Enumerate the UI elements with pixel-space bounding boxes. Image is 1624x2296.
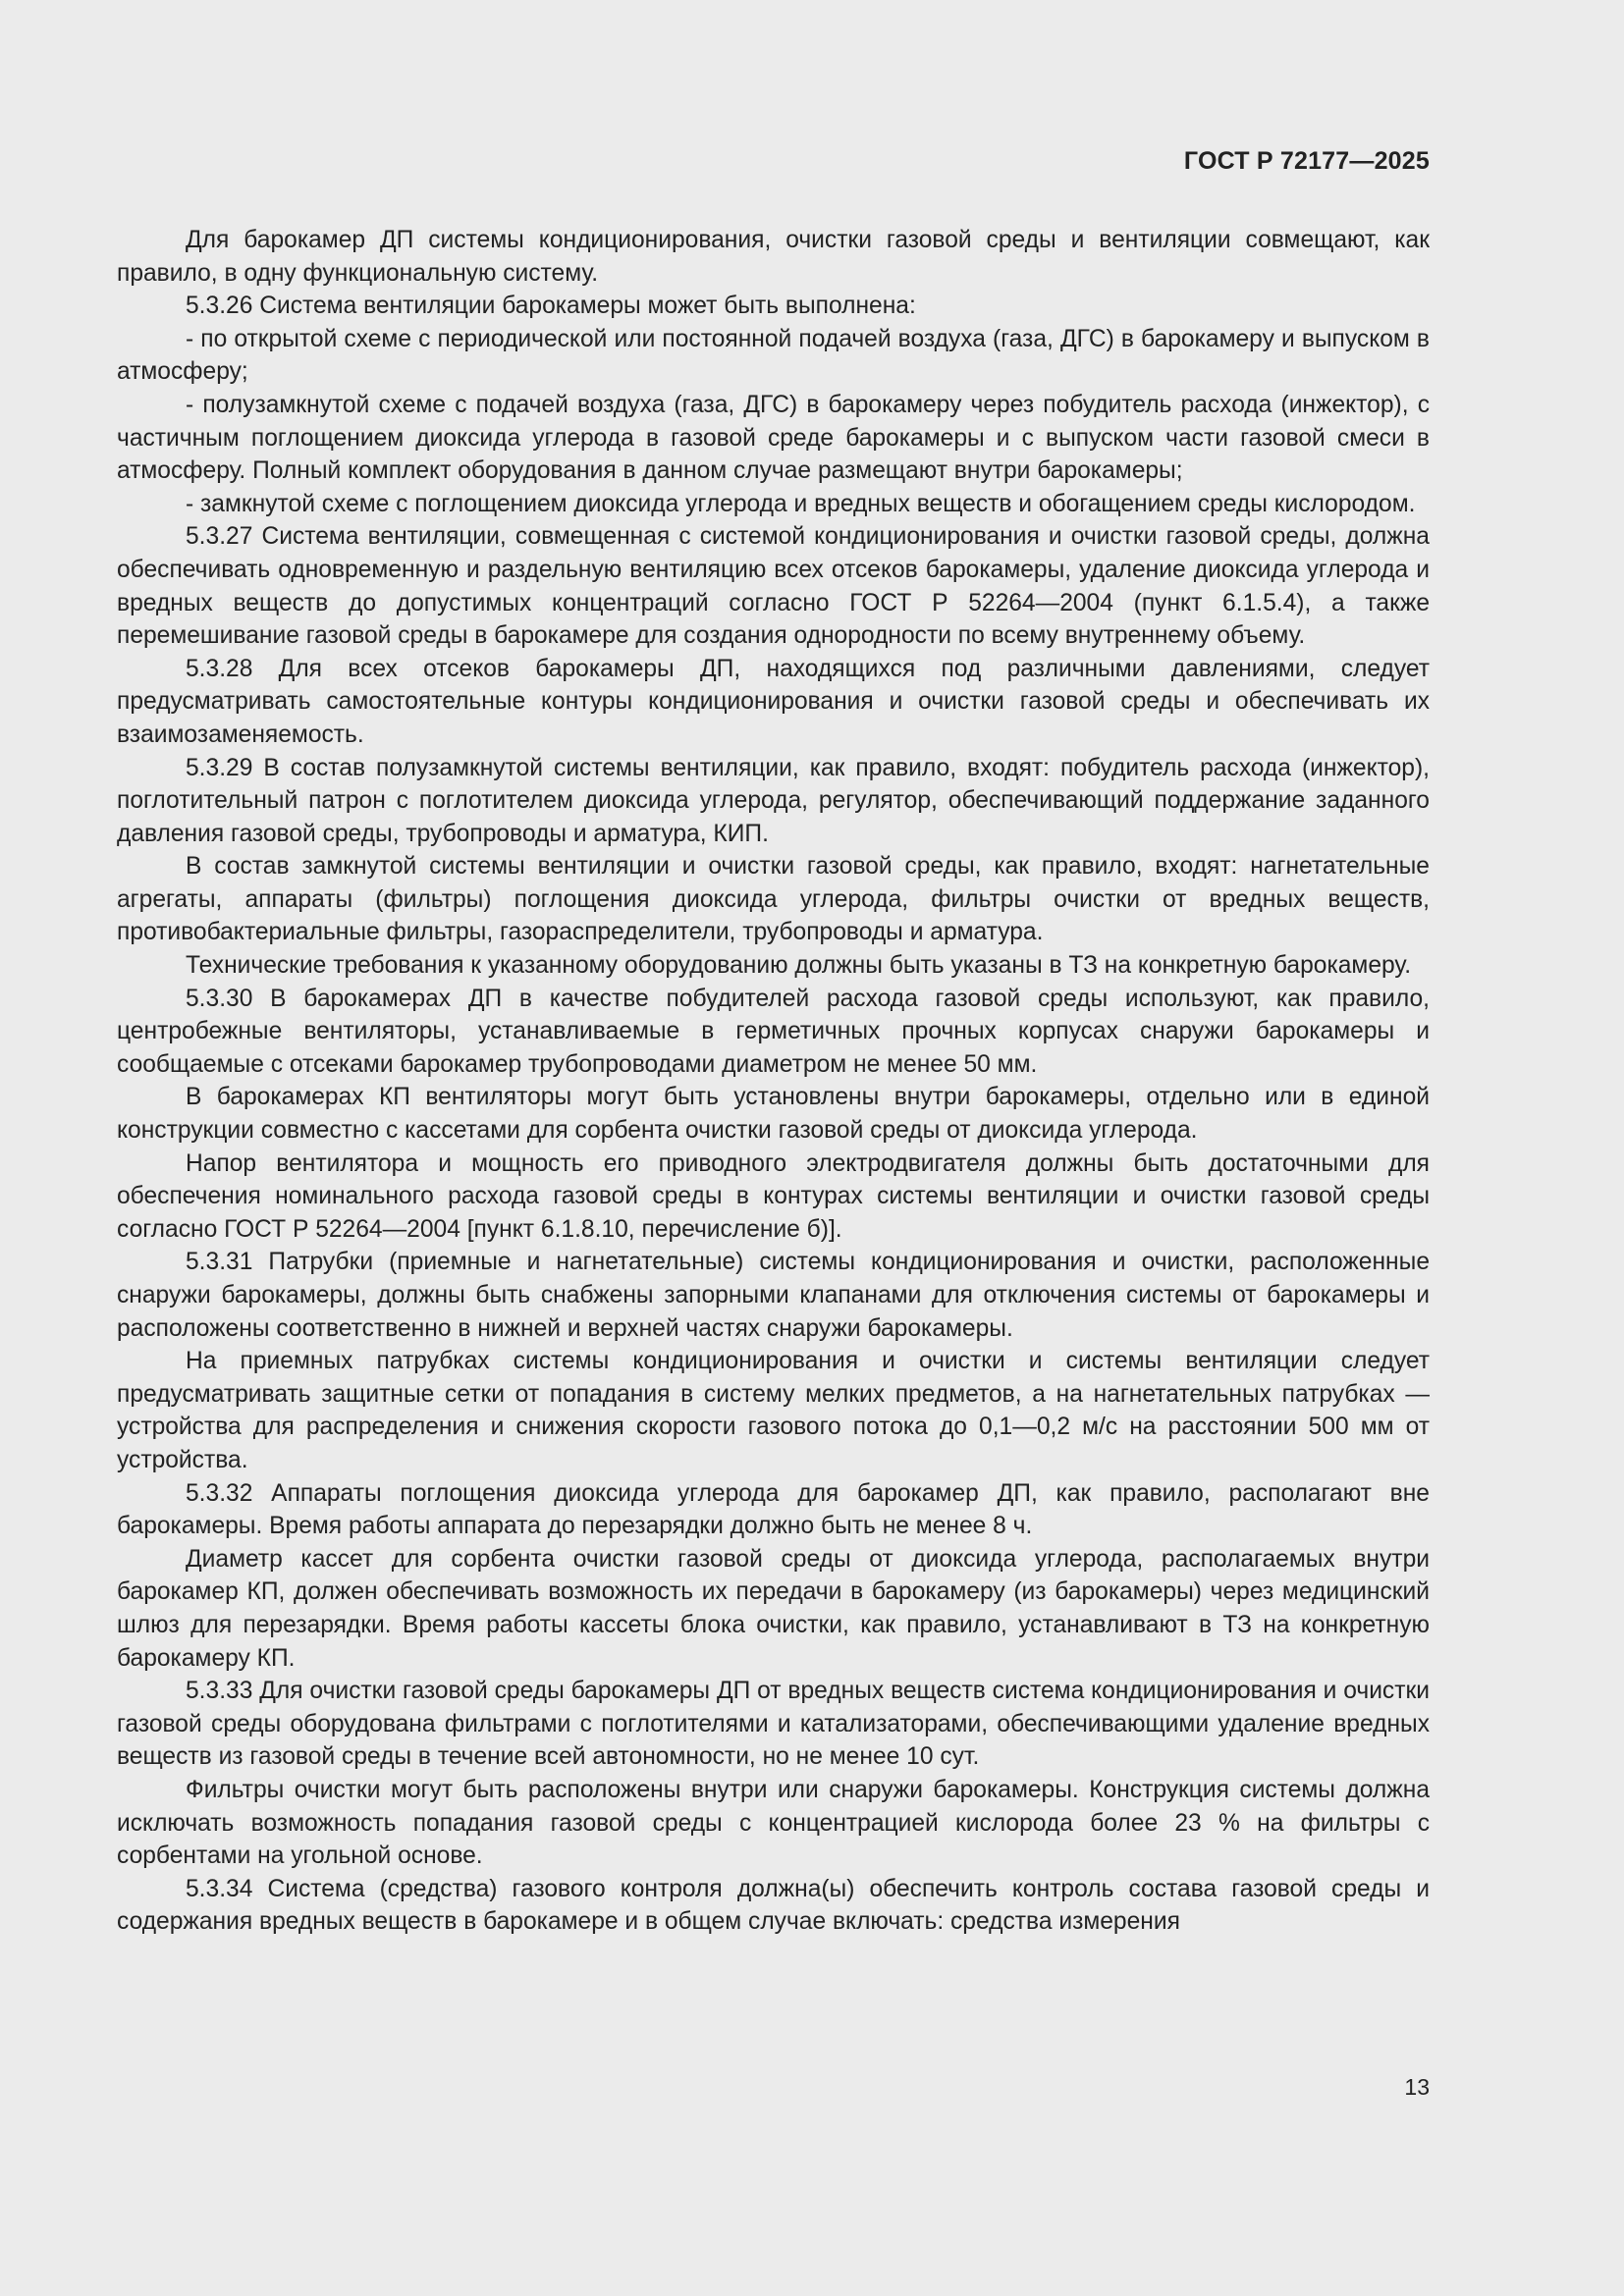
paragraph: Технические требования к указанному оборудованию должны быть указаны в ТЗ на конкретную барокамеру. (186, 952, 1412, 980)
paragraph: 5.3.27 Система вентиляции, совмещенная с системой кондиционирования и очистки газовой среды, должна обеспечивать одновременную и раздельную вентиляцию всех отсеков барокамеры, удаление диоксида углерода и вредных веществ до допустимых концентраций согласно ГОСТ Р 52264—2004 (пункт 6.1.5.4), а также перемешивание газовой среды в барокамере для создания однородности по всему внутреннему объему. (117, 523, 1430, 650)
paragraph: 5.3.29 В состав полузамкнутой системы вентиляции, как правило, входят: побудитель расхода (инжектор), поглотительный патрон с поглотителем диоксида углерода, регулятор, обеспечивающий поддержание заданного давления газовой среды, трубопроводы и арматура, КИП. (117, 754, 1430, 847)
paragraph: 5.3.34 Система (средства) газового контроля должна(ы) обеспечить контроль состава газовой среды и содержания вредных веществ в барокамере и в общем случае включать: средства измерения (117, 1875, 1430, 1936)
list-item: - замкнутой схеме с поглощением диоксида углерода и вредных веществ и обогащением среды кислородом. (186, 490, 1416, 517)
paragraph: Для барокамер ДП системы кондиционирования, очистки газовой среды и вентиляции совмещают, как правило, в одну функциональную систему. (117, 227, 1430, 287)
paragraph: Фильтры очистки могут быть расположены внутри или снаружи барокамеры. Конструкция системы должна исключать возможность попадания газовой среды с концентрацией кислорода более 23 % на фильтры с сорбентами на угольной основе. (117, 1776, 1430, 1870)
paragraph: 5.3.30 В барокамерах ДП в качестве побудителей расхода газовой среды используют, как правило, центробежные вентиляторы, устанавливаемые в герметичных прочных корпусах снаружи барокамеры и сообщаемые с отсеками барокамер трубопроводами диаметром не менее 50 мм. (117, 985, 1430, 1078)
page-number: 13 (1404, 2074, 1430, 2100)
paragraph: 5.3.31 Патрубки (приемные и нагнетательные) системы кондиционирования и очистки, расположенные снаружи барокамеры, должны быть снабжены запорными клапанами для отключения системы от барокамеры и расположены соответственно в нижней и верхней частях снаружи барокамеры. (117, 1249, 1430, 1342)
paragraph: В состав замкнутой системы вентиляции и очистки газовой среды, как правило, входят: нагнетательные агрегаты, аппараты (фильтры) поглощения диоксида углерода, фильтры очистки от вредных веществ, противобактериальные фильтры, газораспределители, трубопроводы и арматура. (117, 853, 1430, 946)
paragraph: 5.3.33 Для очистки газовой среды барокамеры ДП от вредных веществ система кондиционирования и очистки газовой среды оборудована фильтрами с поглотителями и катализаторами, обеспечивающими удаление вредных веществ из газовой среды в течение всей автономности, но не менее 10 сут. (117, 1678, 1430, 1771)
paragraph: В барокамерах КП вентиляторы могут быть установлены внутри барокамеры, отдельно или в единой конструкции совместно с кассетами для сорбента очистки газовой среды от диоксида углерода. (117, 1084, 1430, 1145)
paragraph: 5.3.32 Аппараты поглощения диоксида углерода для барокамер ДП, как правило, располагают вне барокамеры. Время работы аппарата до перезарядки должно быть не менее 8 ч. (117, 1479, 1430, 1540)
paragraph: Напор вентилятора и мощность его приводного электродвигателя должны быть достаточными для обеспечения номинального расхода газовой среды в контурах системы вентиляции и очистки газовой среды согласно ГОСТ Р 52264—2004 [пункт 6.1.8.10, перечисление б)]. (117, 1149, 1430, 1243)
paragraph: Диаметр кассет для сорбента очистки газовой среды от диоксида углерода, располагаемых внутри барокамер КП, должен обеспечивать возможность их передачи в барокамеру (из барокамеры) через медицинский шлюз для перезарядки. Время работы кассеты блока очистки, как правило, устанавливают в ТЗ на конкретную барокамеру КП. (117, 1545, 1430, 1672)
document-header: ГОСТ Р 72177—2025 (1183, 147, 1430, 175)
document-body (117, 224, 1430, 1939)
list-item: - полузамкнутой схеме с подачей воздуха (газа, ДГС) в барокамеру через побудитель расхода (инжектор), с частичным поглощением диоксида углерода в газовой среде барокамеры и с выпуском части газовой смеси в атмосферу. Полный комплект оборудования в данном случае размещают внутри барокамеры; (117, 391, 1430, 485)
paragraph: 5.3.26 Система вентиляции барокамеры может быть выполнена: (186, 293, 916, 320)
paragraph: На приемных патрубках системы кондиционирования и очистки и системы вентиляции следует предусматривать защитные сетки от попадания в систему мелких предметов, а на нагнетательных патрубках — устройства для распределения и снижения скорости газового потока до 0,1—0,2 м/с на расстоянии 500 мм от устройства. (117, 1348, 1430, 1473)
list-item: - по открытой схеме с периодической или постоянной подачей воздуха (газа, ДГС) в барокамеру и выпуском в атмосферу; (117, 325, 1430, 386)
paragraph: 5.3.28 Для всех отсеков барокамеры ДП, находящихся под различными давлениями, следует предусматривать самостоятельные контуры кондиционирования и очистки газовой среды и обеспечивать их взаимозаменяемость. (117, 655, 1430, 748)
